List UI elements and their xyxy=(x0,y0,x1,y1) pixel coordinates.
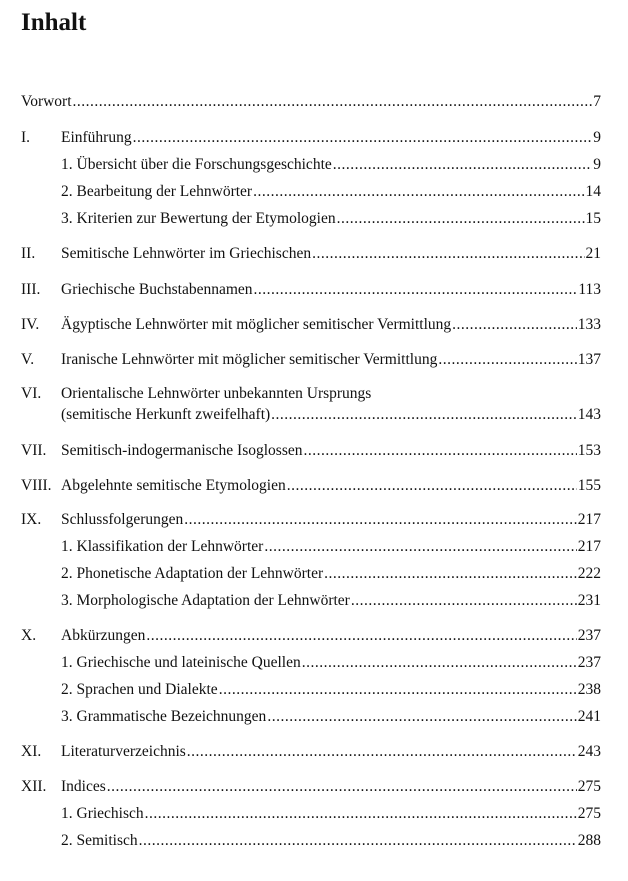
dot-leader xyxy=(337,209,585,229)
toc-chapter-number: IX. xyxy=(21,511,42,528)
toc-entry-ch3[interactable] xyxy=(21,280,601,300)
toc-page-number: 275 xyxy=(577,805,601,822)
toc-page-number: 231 xyxy=(577,592,601,609)
dot-leader xyxy=(438,350,576,370)
toc-chapter-number: IV. xyxy=(21,316,40,333)
toc-entry-ch10-1[interactable] xyxy=(21,653,601,673)
dot-leader xyxy=(287,476,577,496)
toc-title: 1. Übersicht über die Forschungsgeschichte xyxy=(61,156,332,173)
toc-entry-ch2[interactable] xyxy=(21,244,601,264)
page-title: Inhalt xyxy=(21,9,87,36)
dot-leader xyxy=(271,405,577,425)
toc-page-number: 21 xyxy=(585,245,601,262)
toc-entry-ch10[interactable] xyxy=(21,626,601,646)
toc-entry-ch10-3[interactable] xyxy=(21,707,601,727)
toc-entry-ch1-2[interactable] xyxy=(21,182,601,202)
toc-page-number: 217 xyxy=(577,538,601,555)
toc-entry-ch12[interactable] xyxy=(21,777,601,797)
toc-chapter-number: III. xyxy=(21,281,41,298)
toc-chapter-number: II. xyxy=(21,245,36,262)
toc-chapter-number: V. xyxy=(21,351,35,368)
dot-leader xyxy=(145,804,577,824)
toc-title: 1. Klassifikation der Lehnwörter xyxy=(61,538,264,555)
toc-entry-ch12-1[interactable] xyxy=(21,804,601,824)
toc-entry-ch6-line1[interactable] xyxy=(21,384,601,404)
toc-entry-ch10-2[interactable] xyxy=(21,680,601,700)
toc-entry-ch12-2[interactable] xyxy=(21,831,601,851)
toc-page-number: 7 xyxy=(593,93,601,110)
toc-page-number: 113 xyxy=(578,281,601,298)
toc-page-number: 243 xyxy=(577,743,601,760)
toc-chapter-number: VII. xyxy=(21,442,47,459)
toc-page-number: 237 xyxy=(577,627,601,644)
toc-title: 2. Phonetische Adaptation der Lehnwörter xyxy=(61,565,324,582)
toc-page-number: 275 xyxy=(577,778,601,795)
toc-title: 2. Sprachen und Dialekte xyxy=(61,681,218,698)
toc-page-number: 237 xyxy=(577,654,601,671)
dot-leader xyxy=(351,591,577,611)
toc-title: Iranische Lehnwörter mit möglicher semitischer Vermittlung xyxy=(61,351,438,368)
toc-page-number: 143 xyxy=(577,406,601,423)
dot-leader xyxy=(452,315,577,335)
dot-leader xyxy=(184,510,576,530)
toc-entry-ch4[interactable] xyxy=(21,315,601,335)
toc-title: Orientalische Lehnwörter unbekannten Ursprungs xyxy=(61,385,372,402)
dot-leader xyxy=(267,707,576,727)
toc-title: 3. Kriterien zur Bewertung der Etymologien xyxy=(61,210,336,227)
toc-page-number: 238 xyxy=(577,681,601,698)
toc-entry-ch1-1[interactable] xyxy=(21,155,601,175)
toc-page-number: 155 xyxy=(577,477,601,494)
toc-title: 3. Morphologische Adaptation der Lehnwörter xyxy=(61,592,350,609)
toc-entry-ch11[interactable] xyxy=(21,742,601,762)
toc-page-number: 241 xyxy=(577,708,601,725)
toc-entry-preface[interactable] xyxy=(21,92,601,112)
toc-title: Einführung xyxy=(61,129,132,146)
toc-title: 1. Griechische und lateinische Quellen xyxy=(61,654,301,671)
toc-chapter-number: I. xyxy=(21,129,31,146)
dot-leader xyxy=(264,537,576,557)
toc-title: Indices xyxy=(61,778,106,795)
toc-title: 1. Griechisch xyxy=(61,805,144,822)
toc-title: 2. Semitisch xyxy=(61,832,138,849)
toc-chapter-number: VI. xyxy=(21,385,42,402)
toc-title: 2. Bearbeitung der Lehnwörter xyxy=(61,183,253,200)
toc-entry-ch5[interactable] xyxy=(21,350,601,370)
toc-entry-ch1-3[interactable] xyxy=(21,209,601,229)
toc-page-number: 9 xyxy=(593,156,601,173)
toc-entry-ch8[interactable] xyxy=(21,476,601,496)
toc-chapter-number: X. xyxy=(21,627,37,644)
dot-leader xyxy=(187,742,577,762)
toc-chapter-number: VIII. xyxy=(21,477,52,494)
toc-title: Semitische Lehnwörter im Griechischen xyxy=(61,245,312,262)
toc-chapter-number: XI. xyxy=(21,743,42,760)
dot-leader xyxy=(253,182,584,202)
toc-page-number: 288 xyxy=(577,832,601,849)
toc-title: Abgelehnte semitische Etymologien xyxy=(61,477,286,494)
dot-leader xyxy=(302,653,577,673)
toc-page-number: 137 xyxy=(577,351,601,368)
toc-title: Ägyptische Lehnwörter mit möglicher semitischer Vermittlung xyxy=(61,316,452,333)
toc-title-continuation: (semitische Herkunft zweifelhaft) xyxy=(61,406,271,423)
toc-page-number: 222 xyxy=(577,565,601,582)
dot-leader xyxy=(146,626,576,646)
toc-chapter-number: XII. xyxy=(21,778,47,795)
dot-leader xyxy=(73,92,593,112)
toc-title: Vorwort xyxy=(21,93,72,110)
dot-leader xyxy=(324,564,577,584)
toc-page-number: 9 xyxy=(593,129,601,146)
toc-page-number: 14 xyxy=(585,183,601,200)
toc-page-number: 133 xyxy=(577,316,601,333)
toc-entry-ch6-line2[interactable] xyxy=(21,405,601,425)
dot-leader xyxy=(107,777,577,797)
toc-title: Semitisch-indogermanische Isoglossen xyxy=(61,442,303,459)
toc-title: 3. Grammatische Bezeichnungen xyxy=(61,708,267,725)
toc-title: Schlussfolgerungen xyxy=(61,511,184,528)
toc-entry-ch1[interactable] xyxy=(21,128,601,148)
dot-leader xyxy=(254,280,578,300)
toc-title: Literaturverzeichnis xyxy=(61,743,186,760)
toc-entry-ch7[interactable] xyxy=(21,441,601,461)
dot-leader xyxy=(139,831,577,851)
dot-leader xyxy=(312,244,584,264)
dot-leader xyxy=(219,680,577,700)
toc-entry-ch9-1[interactable] xyxy=(21,537,601,557)
toc-page-number: 217 xyxy=(577,511,601,528)
toc-page-number: 15 xyxy=(585,210,601,227)
toc-title: Abkürzungen xyxy=(61,627,146,644)
toc-entry-ch9-2[interactable] xyxy=(21,564,601,584)
toc-title: Griechische Buchstabennamen xyxy=(61,281,253,298)
dot-leader xyxy=(333,155,592,175)
toc-entry-ch9[interactable] xyxy=(21,510,601,530)
dot-leader xyxy=(133,128,593,148)
dot-leader xyxy=(304,441,577,461)
toc-page-number: 153 xyxy=(577,442,601,459)
toc-entry-ch9-3[interactable] xyxy=(21,591,601,611)
